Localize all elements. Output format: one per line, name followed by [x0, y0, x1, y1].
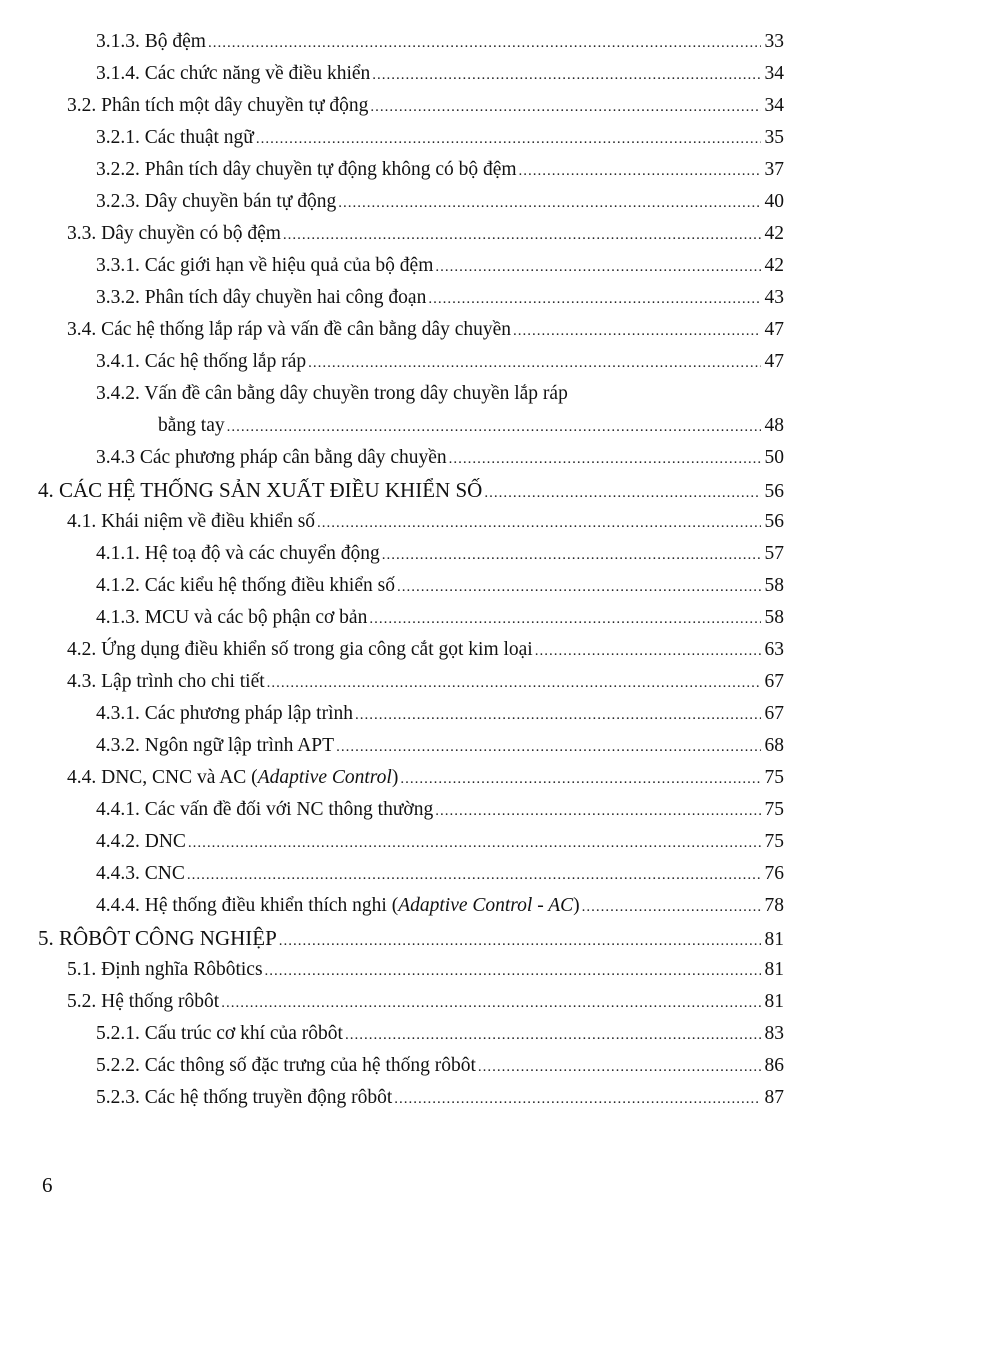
- toc-entry: [0, 1018, 989, 1050]
- toc-entry-row: [96, 794, 784, 826]
- toc-entry-page: 47: [764, 351, 784, 372]
- dot-leader: [435, 251, 760, 283]
- toc-entry-page: 68: [764, 735, 784, 756]
- toc-entry: [0, 730, 989, 762]
- toc-entry-page: 40: [764, 191, 784, 212]
- toc-entry-title: 5.2.3. Các hệ thống truyền động rôbôt: [96, 1082, 394, 1114]
- toc-entry-page: 75: [764, 799, 784, 820]
- toc-entry-title: 3.4.3 Các phương pháp cân bằng dây chuyền: [96, 442, 449, 474]
- toc-entry-title: 4.1.2. Các kiểu hệ thống điều khiển số: [96, 570, 397, 602]
- toc-entry-page: 48: [764, 415, 784, 436]
- toc-entry-row: [96, 26, 784, 58]
- toc-entry-page: 81: [764, 991, 784, 1012]
- toc-entry-row: [96, 538, 784, 570]
- toc-entry-row: [67, 666, 784, 698]
- dot-leader: [336, 731, 760, 763]
- dot-leader: [372, 59, 760, 91]
- toc-entry-page: 42: [764, 255, 784, 276]
- toc-entry-title: 3.2.2. Phân tích dây chuyền tự động không có bộ đệm: [96, 154, 519, 186]
- toc-entry-title: 4.3.1. Các phương pháp lập trình: [96, 698, 355, 730]
- toc-entry-title-text: 4.4.4. Hệ thống điều khiển thích nghi (: [96, 895, 399, 916]
- toc-entry-row: [67, 954, 784, 986]
- toc-entry-title-tail: ): [573, 895, 580, 916]
- toc-entry: [0, 634, 989, 666]
- toc-entry-title-text: 4.4. DNC, CNC và AC (: [67, 767, 258, 788]
- toc-entry-row: [96, 826, 784, 858]
- toc-entry-title: 4.1.1. Hệ toạ độ và các chuyển động: [96, 538, 382, 570]
- dot-leader: [535, 635, 761, 667]
- toc-entry: [0, 282, 989, 314]
- toc-entry-title: 3.2.1. Các thuật ngữ: [96, 122, 256, 154]
- toc-entry-page: 42: [764, 223, 784, 244]
- toc-entry-title: 4.2. Ứng dụng điều khiển số trong gia công cắt gọt kim loại: [67, 634, 535, 666]
- toc-entry-row: [96, 570, 784, 602]
- dot-leader: [519, 155, 761, 187]
- toc-entry: [0, 602, 989, 634]
- toc-entry: [0, 186, 989, 218]
- toc-entry-row: [96, 186, 784, 218]
- toc-entry-page: 81: [764, 929, 784, 950]
- toc-entry-row: [67, 90, 784, 122]
- toc-entry-page: 58: [764, 607, 784, 628]
- toc-entry: [0, 666, 989, 698]
- toc-entry-row: [67, 762, 784, 794]
- toc-entry-title: 4. CÁC HỆ THỐNG SẢN XUẤT ĐIỀU KHIỂN SỐ: [38, 474, 484, 506]
- toc-entry-row: [96, 58, 784, 90]
- toc-entry: [0, 1050, 989, 1082]
- toc-entry-row: [96, 1050, 784, 1082]
- table-of-contents: [0, 26, 989, 1114]
- toc-entry-row: [96, 1018, 784, 1050]
- toc-entry: [0, 154, 989, 186]
- toc-entry: [0, 794, 989, 826]
- dot-leader: [338, 187, 760, 219]
- toc-entry: [0, 90, 989, 122]
- toc-entry-row: [96, 698, 784, 730]
- dot-leader: [355, 699, 760, 731]
- toc-entry-row: [96, 346, 784, 378]
- toc-entry: [0, 890, 989, 922]
- toc-entry-row: [67, 506, 784, 538]
- toc-entry: [0, 474, 989, 506]
- dot-leader: [267, 667, 761, 699]
- toc-entry-row: [38, 922, 784, 954]
- toc-entry: [0, 442, 989, 474]
- toc-entry-title: 3.3. Dây chuyền có bộ đệm: [67, 218, 283, 250]
- toc-entry-page: 35: [764, 127, 784, 148]
- dot-leader: [400, 763, 760, 795]
- toc-entry-page: 58: [764, 575, 784, 596]
- toc-entry-title: 3.3.2. Phân tích dây chuyền hai công đoạn: [96, 282, 428, 314]
- toc-entry: [0, 538, 989, 570]
- dot-leader: [397, 571, 761, 603]
- toc-entry-row: [67, 218, 784, 250]
- toc-entry: [0, 346, 989, 378]
- toc-entry-title: 3.3.1. Các giới hạn về hiệu quả của bộ đệm: [96, 250, 435, 282]
- toc-entry-title: 3.2. Phân tích một dây chuyền tự động: [67, 90, 370, 122]
- dot-leader: [208, 27, 761, 59]
- dot-leader: [221, 987, 760, 1019]
- toc-entry-page: 37: [764, 159, 784, 180]
- dot-leader: [256, 123, 761, 155]
- toc-entry-row: [96, 282, 784, 314]
- toc-entry-row: [96, 890, 784, 922]
- toc-entry: [0, 218, 989, 250]
- toc-entry-row: [96, 858, 784, 890]
- toc-entry-row: [96, 1082, 784, 1114]
- toc-entry-page: 86: [764, 1055, 784, 1076]
- toc-entry-page: 47: [764, 319, 784, 340]
- toc-entry-title: 4.3.2. Ngôn ngữ lập trình APT: [96, 730, 336, 762]
- toc-entry: [0, 986, 989, 1018]
- toc-entry: [0, 122, 989, 154]
- dot-leader: [265, 955, 761, 987]
- toc-entry-title: 3.2.3. Dây chuyền bán tự động: [96, 186, 338, 218]
- dot-leader: [435, 795, 760, 827]
- dot-leader: [308, 347, 760, 379]
- toc-entry-page: 56: [764, 481, 784, 502]
- toc-entry-page: 78: [764, 895, 784, 916]
- toc-entry-row: [96, 730, 784, 762]
- dot-leader: [513, 315, 760, 347]
- toc-entry-row: [96, 122, 784, 154]
- toc-entry-row: [96, 442, 784, 474]
- toc-entry-page: 67: [764, 703, 784, 724]
- toc-entry-title: 4.4.1. Các vấn đề đối với NC thông thường: [96, 794, 435, 826]
- toc-entry-page: 75: [764, 831, 784, 852]
- toc-entry-title: 5.1. Định nghĩa Rôbôtics: [67, 954, 265, 986]
- toc-entry-page: 67: [764, 671, 784, 692]
- toc-entry-title: 3.4.1. Các hệ thống lắp ráp: [96, 346, 308, 378]
- toc-entry-row: [96, 250, 784, 282]
- dot-leader: [582, 891, 761, 923]
- toc-entry: [0, 954, 989, 986]
- toc-entry: [0, 1082, 989, 1114]
- toc-entry-page: 43: [764, 287, 784, 308]
- toc-entry-title: 5.2.2. Các thông số đặc trưng của hệ thống rôbôt: [96, 1050, 478, 1082]
- toc-entry-page: 75: [764, 767, 784, 788]
- toc-entry-title: 4.3. Lập trình cho chi tiết: [67, 666, 267, 698]
- dot-leader: [478, 1051, 761, 1083]
- toc-entry: [0, 506, 989, 538]
- dot-leader: [188, 827, 761, 859]
- toc-entry-title: 4.4.3. CNC: [96, 858, 187, 890]
- toc-entry: [0, 858, 989, 890]
- toc-entry-page: 33: [764, 31, 784, 52]
- toc-entry-page: 34: [764, 95, 784, 116]
- toc-entry: [0, 762, 989, 794]
- toc-entry-row: [67, 634, 784, 666]
- dot-leader: [394, 1083, 760, 1115]
- dot-leader: [369, 603, 760, 635]
- toc-entry: [0, 58, 989, 90]
- toc-entry-row: [158, 410, 784, 442]
- toc-entry: [0, 570, 989, 602]
- toc-entry-title: 3.1.4. Các chức năng về điều khiển: [96, 58, 372, 90]
- toc-entry-page: 56: [764, 511, 784, 532]
- page-number: 6: [42, 1173, 53, 1197]
- toc-entry-page: 57: [764, 543, 784, 564]
- toc-entry-title-italic: Adaptive Control - AC: [398, 895, 574, 916]
- dot-leader: [227, 411, 761, 443]
- dot-leader: [428, 283, 760, 315]
- dot-leader: [370, 91, 760, 123]
- toc-entry: [0, 922, 989, 954]
- toc-entry: [0, 826, 989, 858]
- toc-entry-title: [96, 890, 582, 922]
- toc-entry-page: 76: [764, 863, 784, 884]
- toc-entry: [0, 314, 989, 346]
- toc-entry-title: 5.2. Hệ thống rôbôt: [67, 986, 221, 1018]
- toc-entry-title-continuation: bằng tay: [158, 410, 227, 442]
- dot-leader: [283, 219, 761, 251]
- toc-entry-row: [67, 314, 784, 346]
- toc-entry-title: 4.1. Khái niệm về điều khiển số: [67, 506, 317, 538]
- toc-entry-title: 3.4. Các hệ thống lắp ráp và vấn đề cân bằng dây chuyền: [67, 314, 513, 346]
- toc-entry-page: 83: [764, 1023, 784, 1044]
- toc-entry-row: [96, 154, 784, 186]
- toc-entry: [0, 698, 989, 730]
- toc-entry-page: 87: [764, 1087, 784, 1108]
- toc-entry-title: 4.1.3. MCU và các bộ phận cơ bản: [96, 602, 369, 634]
- dot-leader: [449, 443, 761, 475]
- dot-leader: [187, 859, 761, 891]
- dot-leader: [279, 925, 761, 957]
- toc-entry: [0, 378, 989, 442]
- toc-entry-title: 3.1.3. Bộ đệm: [96, 26, 208, 58]
- toc-entry-row: [38, 474, 784, 506]
- toc-entry-title-tail: ): [391, 767, 399, 788]
- toc-entry-title-italic: Adaptive Control: [257, 767, 392, 788]
- toc-entry-page: 63: [764, 639, 784, 660]
- toc-entry: [0, 26, 989, 58]
- toc-entry-page: 34: [764, 63, 784, 84]
- dot-leader: [317, 507, 760, 539]
- toc-entry-title: 5. RÔBÔT CÔNG NGHIỆP: [38, 922, 279, 954]
- dot-leader: [484, 477, 760, 509]
- toc-entry-title: 4.4.2. DNC: [96, 826, 188, 858]
- toc-entry-page: 50: [764, 447, 784, 468]
- toc-entry: [0, 250, 989, 282]
- toc-entry-title: 3.4.2. Vấn đề cân bằng dây chuyền trong dây chuyền lắp ráp: [96, 383, 568, 404]
- dot-leader: [382, 539, 761, 571]
- toc-entry-row: [96, 602, 784, 634]
- toc-entry-title: 5.2.1. Cấu trúc cơ khí của rôbôt: [96, 1018, 345, 1050]
- dot-leader: [345, 1019, 761, 1051]
- toc-entry-title: [67, 762, 400, 794]
- toc-entry-page: 81: [764, 959, 784, 980]
- toc-entry-row: [67, 986, 784, 1018]
